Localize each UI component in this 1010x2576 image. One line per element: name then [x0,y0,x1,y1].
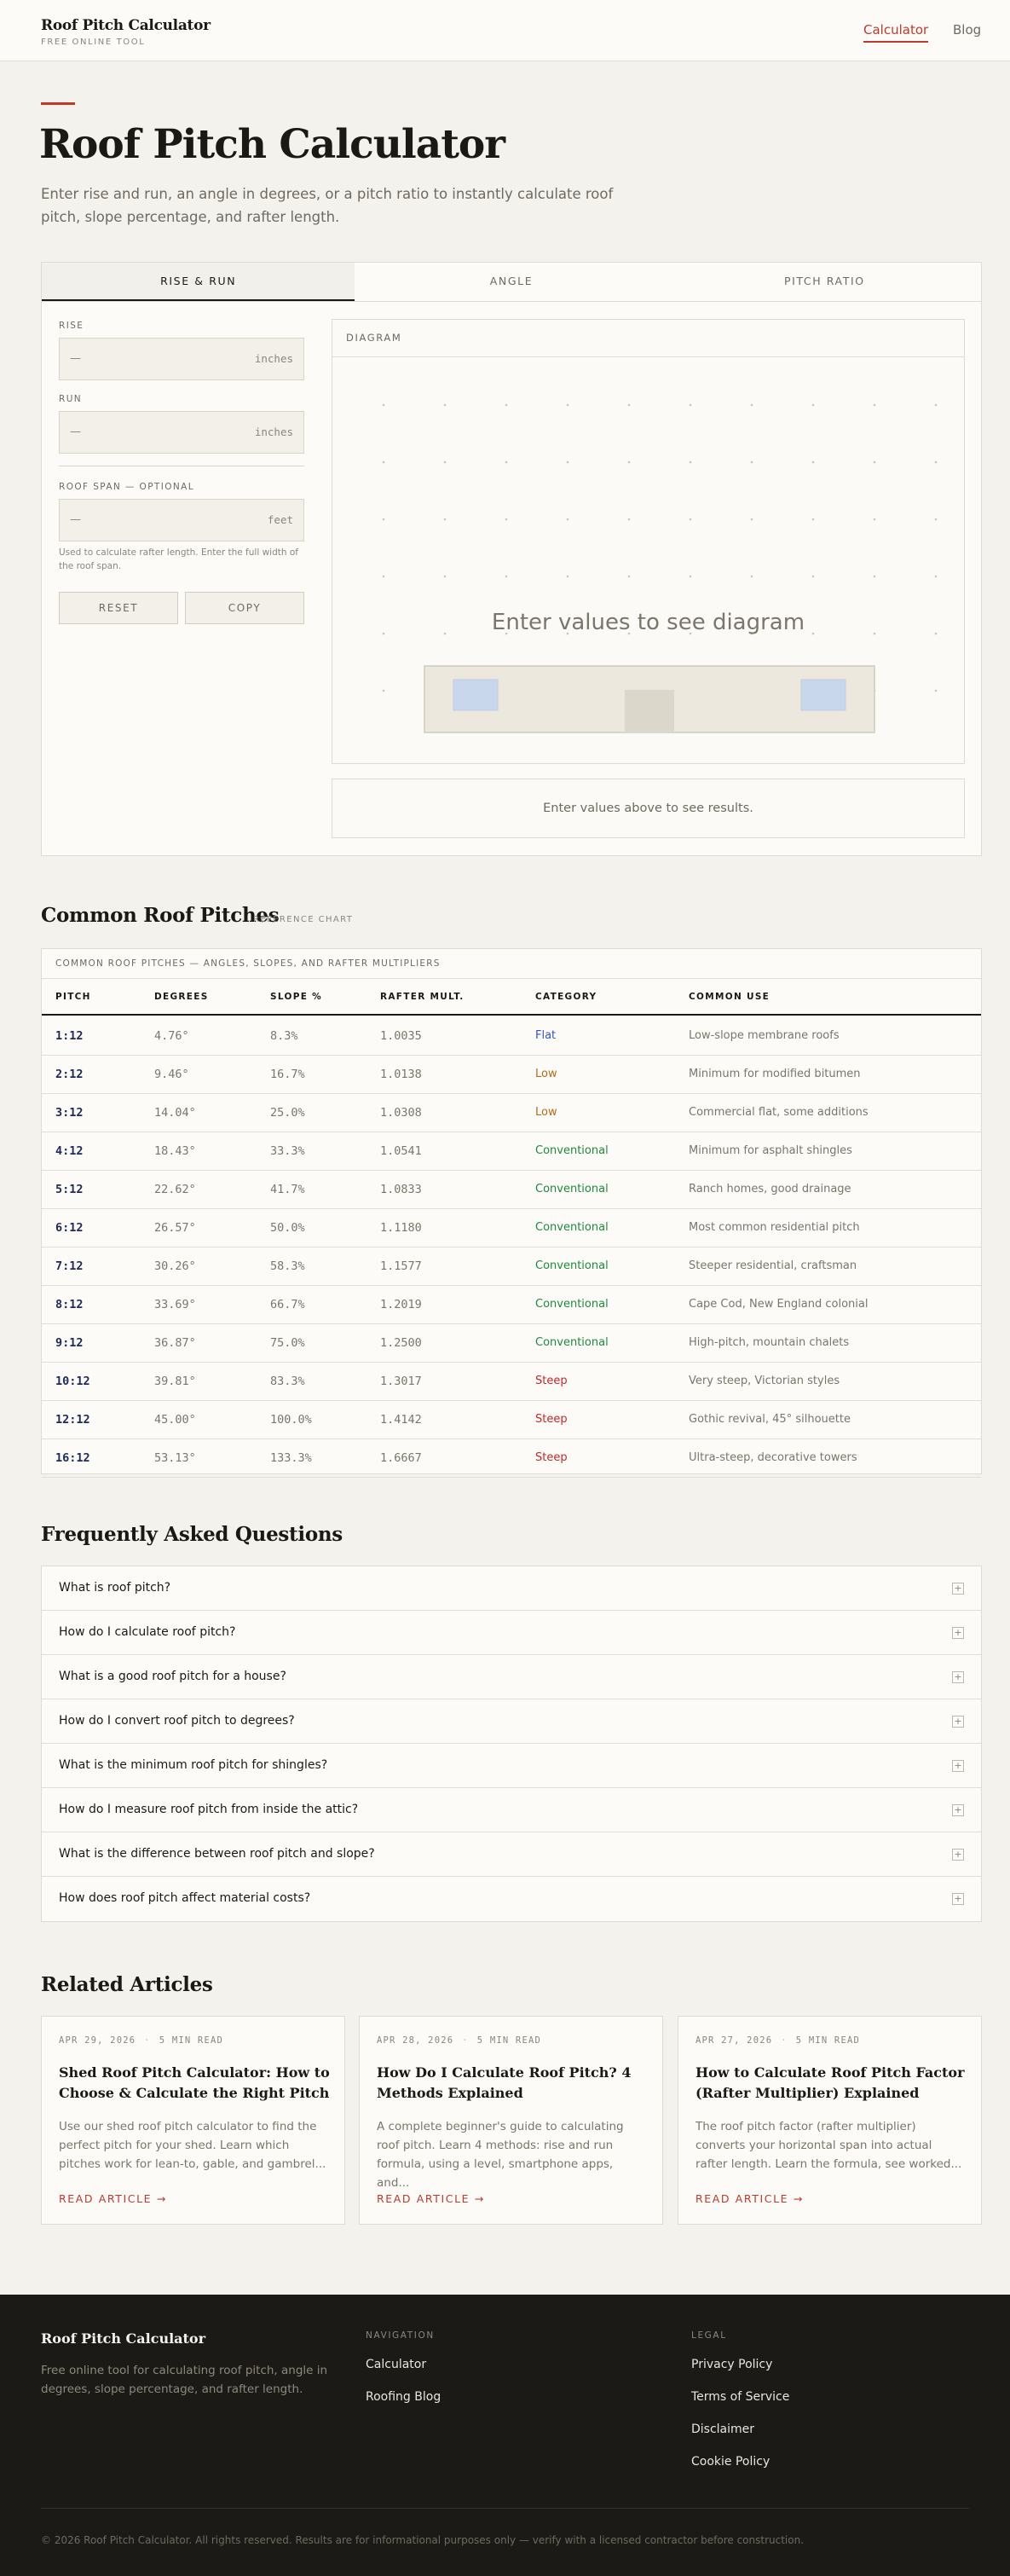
category-cell: Steep [535,1375,568,1387]
article-title[interactable]: How to Calculate Roof Pitch Factor (Rafter Multiplier) Explained [695,2064,965,2101]
span-help-text: Used to calculate rafter length. Enter the full width of the roof span. [59,547,298,571]
faq-item[interactable] [42,1832,981,1877]
footer-link-calculator[interactable]: Calculator [366,2358,427,2371]
pitches-section-title: Common Roof Pitches [41,904,280,927]
reset-button[interactable]: RESET [59,592,178,624]
slope-cell: 83.3% [270,1375,305,1388]
rafter-cell: 1.2019 [380,1298,422,1311]
footer-brand: Roof Pitch Calculator [41,2330,206,2347]
diagram-dot-grid [383,404,938,692]
diagram-panel [332,319,965,764]
degrees-cell: 36.87° [154,1336,196,1350]
diagram-label: DIAGRAM [346,332,402,344]
rafter-cell: 1.0035 [380,1029,422,1043]
use-cell: Minimum for modified bitumen [689,1068,861,1080]
column-header-category: CATEGORY [535,992,597,1002]
article-card[interactable] [359,2016,663,2225]
copy-button[interactable]: COPY [185,592,304,624]
diagram-grid-dot [567,461,569,464]
diagram-grid-dot [567,576,569,578]
slope-cell: 41.7% [270,1183,305,1196]
rafter-cell: 1.2500 [380,1336,422,1350]
rise-placeholder: — [70,352,81,365]
use-cell: Very steep, Victorian styles [689,1375,840,1387]
span-label: ROOF SPAN — OPTIONAL [59,482,194,492]
expand-plus-icon[interactable]: + [952,1716,964,1728]
column-header-degrees: DEGREES [154,992,209,1002]
rise-input[interactable] [59,338,304,380]
diagram-grid-dot [444,404,447,407]
degrees-cell: 22.62° [154,1183,196,1196]
diagram-grid-dot [505,576,508,578]
faq-section-title: Frequently Asked Questions [41,1523,343,1546]
footer-link-cookies[interactable]: Cookie Policy [691,2455,770,2469]
slope-cell: 33.3% [270,1144,305,1158]
diagram-grid-dot [935,518,938,521]
table-row [42,1439,981,1478]
use-cell: Commercial flat, some additions [689,1106,869,1119]
degrees-cell: 9.46° [154,1068,189,1081]
pitch-cell: 9:12 [55,1336,84,1350]
rafter-cell: 1.1180 [380,1221,422,1235]
diagram-grid-dot [383,690,385,692]
table-header [42,978,981,1016]
pitch-cell: 5:12 [55,1183,84,1196]
diagram-grid-dot [628,576,631,578]
slope-cell: 8.3% [270,1029,298,1043]
table-caption: COMMON ROOF PITCHES — ANGLES, SLOPES, AND RAFTER MULTIPLIERS [55,958,441,969]
hero-description: Enter rise and run, an angle in degrees, or a pitch ratio to instantly calculate roof pitch, slope percentage, and rafter length. [41,186,614,225]
tab-pitch-ratio[interactable]: PITCH RATIO [783,275,865,287]
diagram-grid-dot [690,461,692,464]
faq-question: How do I measure roof pitch from inside the attic? [59,1803,359,1816]
diagram-grid-dot [444,518,447,521]
expand-plus-icon[interactable]: + [952,1893,964,1905]
faq-item[interactable] [42,1788,981,1832]
article-date: APR 28, 2026 [377,2035,454,2046]
rafter-cell: 1.1577 [380,1259,422,1273]
diagram-grid-dot [874,518,876,521]
article-date: APR 29, 2026 [59,2035,136,2046]
degrees-cell: 26.57° [154,1221,196,1235]
use-cell: Steeper residential, craftsman [689,1259,857,1272]
house-door [625,690,674,732]
faq-item[interactable] [42,1699,981,1744]
footer-copyright: © 2026 Roof Pitch Calculator. All rights reserved. Results are for informational purposes only — verify with a licensed contractor before construction. [41,2534,805,2546]
article-read-time: 5 MIN READ [476,2035,542,2046]
table-row [42,1324,981,1363]
rafter-cell: 1.3017 [380,1375,422,1388]
rafter-cell: 1.0308 [380,1106,422,1120]
pitch-cell: 3:12 [55,1106,84,1120]
read-article-link[interactable]: READ ARTICLE → [59,2192,167,2205]
span-input[interactable] [59,499,304,541]
calculator-panel [41,262,982,856]
faq-item[interactable] [42,1611,981,1655]
category-cell: Conventional [535,1183,609,1195]
category-cell: Conventional [535,1298,609,1311]
table-row [42,1286,981,1324]
table-row [42,1363,981,1401]
rafter-cell: 1.6667 [380,1451,422,1465]
faq-item[interactable] [42,1566,981,1611]
rise-unit: inches [254,352,293,365]
diagram-grid-dot [812,404,815,407]
diagram-grid-dot [751,461,753,464]
article-meta [377,2035,541,2046]
table-row [42,1094,981,1132]
faq-question: How do I convert roof pitch to degrees? [59,1714,295,1728]
article-title[interactable]: How Do I Calculate Roof Pitch? 4 Methods Explained [377,2064,632,2101]
faq-question: What is roof pitch? [59,1581,171,1595]
use-cell: Ultra-steep, decorative towers [689,1451,857,1464]
diagram-canvas [332,357,964,763]
pitch-cell: 7:12 [55,1259,84,1273]
meta-dot: · [144,2035,151,2046]
diagram-grid-dot [690,404,692,407]
expand-plus-icon[interactable]: + [952,1627,964,1639]
expand-plus-icon[interactable]: + [952,1671,964,1683]
pitch-table [41,948,982,1474]
footer-link-disclaimer[interactable]: Disclaimer [691,2423,755,2436]
column-header-slope: SLOPE % [270,992,322,1002]
degrees-cell: 45.00° [154,1413,196,1427]
run-placeholder: — [70,425,81,438]
pitch-cell: 12:12 [55,1413,90,1427]
diagram-grid-dot [812,461,815,464]
footer-nav-heading: NAVIGATION [366,2330,435,2341]
use-cell: Ranch homes, good drainage [689,1183,851,1195]
expand-plus-icon[interactable]: + [952,1760,964,1772]
degrees-cell: 30.26° [154,1259,196,1273]
meta-dot: · [462,2035,469,2046]
pitch-cell: 1:12 [55,1029,84,1043]
slope-cell: 133.3% [270,1451,312,1465]
table-row [42,1209,981,1247]
diagram-grid-dot [567,518,569,521]
article-read-time: 5 MIN READ [795,2035,861,2046]
category-cell: Conventional [535,1221,609,1234]
column-header-use: COMMON USE [689,992,770,1002]
diagram-grid-dot [505,518,508,521]
footer-legal-heading: LEGAL [691,2330,727,2341]
category-cell: Low [535,1068,557,1080]
table-row [42,1132,981,1171]
article-excerpt: The roof pitch factor (rafter multiplier) converts your horizontal span into actual rafter length. Learn the formula, see worked... [695,2120,962,2171]
table-row [42,1247,981,1286]
nav-blog-link[interactable]: Blog [953,22,982,38]
footer-link-blog[interactable]: Roofing Blog [366,2390,442,2404]
use-cell: Most common residential pitch [689,1221,860,1234]
degrees-cell: 33.69° [154,1298,196,1311]
house-window-left [453,680,498,710]
expand-plus-icon[interactable]: + [952,1849,964,1861]
category-cell: Conventional [535,1259,609,1272]
column-header-pitch: PITCH [55,992,91,1002]
faq-item[interactable] [42,1877,981,1921]
diagram-grid-dot [874,461,876,464]
span-unit: feet [267,513,293,526]
pitch-cell: 2:12 [55,1068,84,1081]
use-cell: Low-slope membrane roofs [689,1029,840,1042]
use-cell: Cape Cod, New England colonial [689,1298,869,1311]
run-input[interactable] [59,411,304,454]
footer-link-terms[interactable]: Terms of Service [691,2390,790,2404]
slope-cell: 16.7% [270,1068,305,1081]
degrees-cell: 14.04° [154,1106,196,1120]
article-read-time: 5 MIN READ [159,2035,224,2046]
rafter-cell: 1.4142 [380,1413,422,1427]
rafter-cell: 1.0138 [380,1068,422,1081]
diagram-grid-dot [874,404,876,407]
site-footer [0,2295,1010,2576]
table-row [42,1017,981,1056]
nav-calculator-link[interactable]: Calculator [863,22,928,43]
slope-cell: 50.0% [270,1221,305,1235]
article-excerpt: A complete beginner's guide to calculating roof pitch. Learn 4 methods: rise and run formula, using a level, smartphone apps, and... [377,2120,624,2190]
faq-question: How do I calculate roof pitch? [59,1625,236,1639]
diagram-grid-dot [628,461,631,464]
diagram-grid-dot [690,518,692,521]
diagram-grid-dot [935,461,938,464]
rafter-cell: 1.0833 [380,1183,422,1196]
brand-title[interactable]: Roof Pitch Calculator [41,17,211,34]
diagram-grid-dot [383,461,385,464]
article-meta [59,2035,223,2046]
faq-question: What is the minimum roof pitch for shingles? [59,1758,328,1772]
diagram-grid-dot [812,518,815,521]
pitch-cell: 6:12 [55,1221,84,1235]
footer-description: Free online tool for calculating roof pitch, angle in degrees, slope percentage, and rafter length. [41,2364,328,2396]
footer-divider [41,2508,969,2509]
read-article-link[interactable]: READ ARTICLE → [695,2192,804,2205]
use-cell: Minimum for asphalt shingles [689,1144,852,1157]
faq-question: What is the difference between roof pitch and slope? [59,1847,375,1861]
rise-label: RISE [59,321,84,331]
diagram-grid-dot [935,576,938,578]
table-row [42,1056,981,1094]
diagram-grid-dot [505,461,508,464]
faq-question: How does roof pitch affect material costs? [59,1891,311,1905]
diagram-grid-dot [935,404,938,407]
diagram-grid-dot [444,576,447,578]
diagram-grid-dot [383,576,385,578]
results-panel: Enter values above to see results. [332,779,965,838]
diagram-grid-dot [383,404,385,407]
use-cell: Gothic revival, 45° silhouette [689,1413,851,1426]
category-cell: Conventional [535,1144,609,1157]
table-row [42,1401,981,1439]
category-cell: Low [535,1106,557,1119]
category-cell: Flat [535,1029,557,1042]
article-title[interactable]: Shed Roof Pitch Calculator: How to Choose & Calculate the Right Pitch [59,2064,330,2101]
expand-plus-icon[interactable]: + [952,1804,964,1816]
diagram-grid-dot [690,576,692,578]
hero-accent-line [41,102,75,105]
article-date: APR 27, 2026 [695,2035,773,2046]
degrees-cell: 4.76° [154,1029,189,1043]
expand-plus-icon[interactable]: + [952,1583,964,1595]
diagram-grid-dot [935,690,938,692]
faq-item[interactable] [42,1744,981,1788]
footer-link-privacy[interactable]: Privacy Policy [691,2358,773,2371]
brand-subtitle: FREE ONLINE TOOL [41,38,146,47]
span-placeholder: — [70,513,81,526]
category-cell: Steep [535,1413,568,1426]
page-title: Roof Pitch Calculator [39,121,505,168]
read-article-link[interactable]: READ ARTICLE → [377,2192,485,2205]
run-label: RUN [59,394,83,404]
rafter-cell: 1.0541 [380,1144,422,1158]
category-cell: Steep [535,1451,568,1464]
faq-question: What is a good roof pitch for a house? [59,1670,286,1683]
diagram-grid-dot [444,461,447,464]
mode-tabs [42,263,981,302]
column-header-rafter: RAFTER MULT. [380,992,465,1002]
article-card[interactable] [41,2016,345,2225]
diagram-grid-dot [628,518,631,521]
faq-item[interactable] [42,1655,981,1699]
meta-dot: · [781,2035,788,2046]
site-header [0,0,1010,61]
diagram-grid-dot [751,576,753,578]
slope-cell: 66.7% [270,1298,305,1311]
run-unit: inches [254,425,293,438]
diagram-grid-dot [505,404,508,407]
pitch-cell: 10:12 [55,1375,90,1388]
tab-rise-run[interactable]: RISE & RUN [42,263,355,301]
faq-list [41,1566,982,1922]
house-window-right [801,680,846,710]
diagram-empty-message: Enter values to see diagram [491,610,805,635]
pitch-cell: 16:12 [55,1451,90,1465]
article-meta [695,2035,860,2046]
pitch-cell: 4:12 [55,1144,84,1158]
diagram-grid-dot [751,404,753,407]
slope-cell: 25.0% [270,1106,305,1120]
diagram-grid-dot [751,518,753,521]
articles-section-title: Related Articles [41,1973,213,1996]
diagram-grid-dot [874,576,876,578]
pitch-cell: 8:12 [55,1298,84,1311]
use-cell: High-pitch, mountain chalets [689,1336,850,1349]
degrees-cell: 53.13° [154,1451,196,1465]
diagram-grid-dot [567,404,569,407]
diagram-grid-dot [812,576,815,578]
diagram-grid-dot [628,404,631,407]
tab-angle[interactable]: ANGLE [489,275,534,287]
article-excerpt: Use our shed roof pitch calculator to find the perfect pitch for your shed. Learn which pitches work for lean-to, gable, and gambrel... [59,2120,326,2171]
diagram-grid-dot [383,518,385,521]
article-card[interactable] [678,2016,982,2225]
degrees-cell: 18.43° [154,1144,196,1158]
slope-cell: 75.0% [270,1336,305,1350]
pitches-kicker: REFERENCE CHART [253,915,354,924]
degrees-cell: 39.81° [154,1375,196,1388]
slope-cell: 58.3% [270,1259,305,1273]
table-row [42,1171,981,1209]
slope-cell: 100.0% [270,1413,312,1427]
category-cell: Conventional [535,1336,609,1349]
